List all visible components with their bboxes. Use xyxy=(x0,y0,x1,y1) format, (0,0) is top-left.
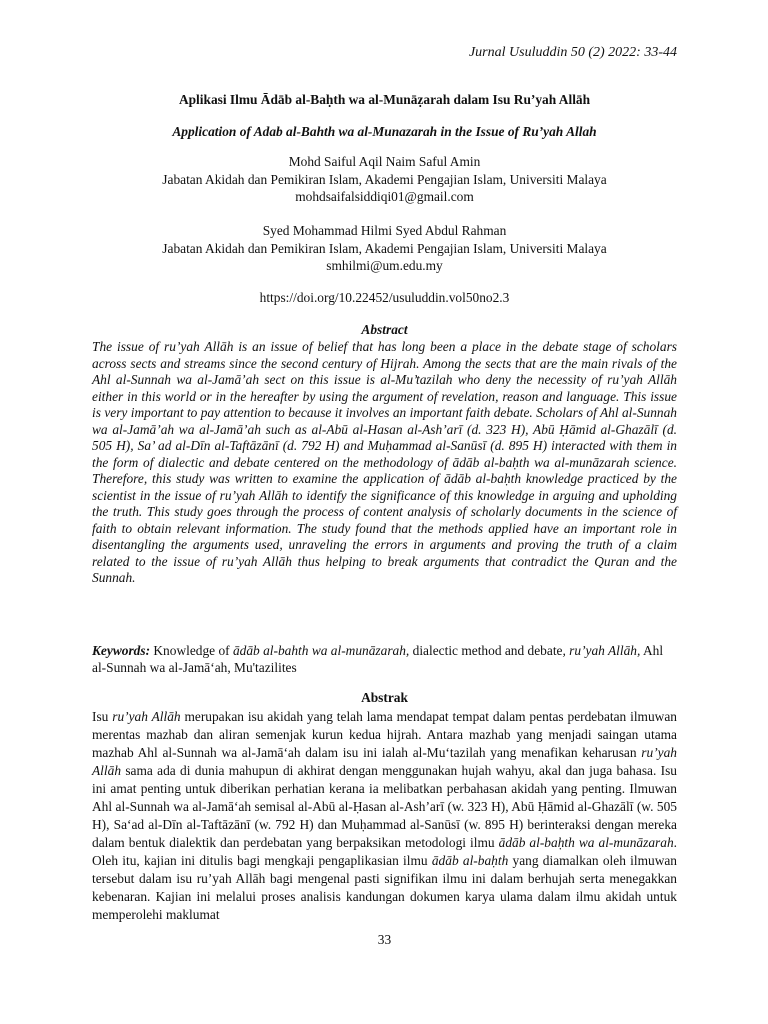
abstrak-segment: . Oleh itu, kajian ini ditulis bagi mengkaji pengaplikasian ilmu xyxy=(92,835,677,868)
abstrak-heading: Abstrak xyxy=(361,690,408,705)
author-block-2 xyxy=(92,222,677,275)
abstrak-segment: ādāb al-baḥth wa al-munāzarah xyxy=(498,835,674,850)
page-number: 33 xyxy=(377,932,392,947)
paper-page xyxy=(92,0,677,1024)
author-email[interactable]: smhilmi@um.edu.my xyxy=(326,258,443,273)
abstrak-segment: merupakan isu akidah yang telah lama mendapat tempat dalam pentas perdebatan ilmuwan merentas mazhab dan aliran semenjak kurun kedua hijrah. Antara mazhab yang menjadi saingan utama mazhab Ahl al-Sunnah wa al-Jamā‘ah dalam isu ini ialah al-Mu‘tazilah yang menafikan keharusan xyxy=(92,709,677,760)
author-name: Mohd Saiful Aqil Naim Saful Amin xyxy=(288,154,481,169)
author-affiliation: Jabatan Akidah dan Pemikiran Islam, Akademi Pengajian Islam, Universiti Malaya xyxy=(162,240,607,256)
abstrak-segment: sama ada di dunia mahupun di akhirat dengan menggunakan hujah wahyu, akal dan juga bahasa. Isu ini amat penting untuk diberikan perhatian kerana ia melibatkan perbahasan akidah yang penting. Ilmuwan Ahl al-Sunnah wa al-Jamā‘ah semisal al-Abū al-Ḥasan al-Ash’arī (w. 323 H), Abū Ḥāmid al-Ghazālī (w. 505 H), Sa‘ad al-Dīn al-Taftāzānī (w. 792 H) dan Muḥammad al-Sanūsī (w. 895 H) berinteraksi dengan mereka dalam bentuk dialektik dan perdebatan yang berpaksikan metodologi ilmu xyxy=(92,763,677,850)
keywords-text: ādāb al-bahth wa al-munāzarah, xyxy=(232,643,410,658)
abstrak-segment: ru’yah Allāh xyxy=(92,745,677,778)
abstrak-segment: Isu xyxy=(92,709,113,724)
paper-title: Aplikasi Ilmu Ādāb al-Baḥth wa al-Munāẓarah dalam Isu Ru’yah Allāh xyxy=(178,92,591,107)
abstrak-segment: yang diamalkan oleh ilmuwan tersebut dalam isu ru’yah Allāh bagi mengenal pasti signifikan ilmu ini dalam berhujah serta menegakkan kebenaran. Kajian ini melalui proses analisis kandungan dokumen karya ulama dalam ilmu akidah untuk memperolehi maklumat xyxy=(92,853,678,922)
keywords-text: dialectic method and debate xyxy=(409,643,563,658)
paper-subtitle: Application of Adab al-Bahth wa al-Munazarah in the Issue of Ru’yah Allah xyxy=(172,124,597,139)
author-block-1 xyxy=(92,153,677,206)
keywords-label: Keywords: xyxy=(92,643,151,658)
journal-header: Jurnal Usuluddin 50 (2) 2022: 33-44 xyxy=(468,45,677,60)
abstract-text: The issue of ru’yah Allāh is an issue of belief that has long been a place in the debate stage of scholars across sects and streams since the second century of Hijrah. Among the sects that are the main rivals of the Ahl al-Sunnah wa al-Jamā’ah sect on this issue is al-Mu’tazilah who deny the necessity of ru’yah Allāh either in this world or in the hereafter by using the argument of revelation, reason and language. This issue is very important to pay attention to because it involves an important faith debate. Scholars of Ahl al-Sunnah wa al-Jamā’ah wa al-Jamā’ah such as al-Abū al-Hasan al-Ash’arī (d. 323 H), Abū Ḥāmid al-Ghazālī (d. 505 H), Sa’ ad al-Dīn al-Taftāzānī (d. 792 H) and Muḥammad al-Sanūsī (d. 895 H) interacted with them in the form of dialectic and debate centered on the methodology of ādāb al-baḥth wa al-munāzarah science. Therefore, this study was written to examine the application of ādāb al-baḥth knowledge practiced by the scientist in the issue of ru’yah Allāh to identify the significance of this knowledge in arguing and upholding the truth. This study goes through the process of content analysis of scholarly documents in the science of faith to obtain relevant information. The study found that the methods applied have an important role in disentangling the arguments used, unraveling the errors in arguments and proving the truth of a claim related to the issue of ru’yah Allāh thus helping to break arguments that contradict the Quran and the Sunnah. xyxy=(92,339,677,585)
keywords xyxy=(92,642,677,676)
author-affiliation: Jabatan Akidah dan Pemikiran Islam, Akademi Pengajian Islam, Universiti Malaya xyxy=(162,171,607,187)
abstract-heading: Abstract xyxy=(361,322,408,337)
abstrak-text xyxy=(92,708,677,924)
abstrak-segment: ru’yah Allāh xyxy=(112,709,181,724)
abstrak-segment: ādāb al-baḥth xyxy=(431,853,509,868)
keywords-text: , ru’yah Allāh, xyxy=(562,643,641,658)
author-email[interactable]: mohdsaifalsiddiqi01@gmail.com xyxy=(295,189,474,204)
author-name: Syed Mohammad Hilmi Syed Abdul Rahman xyxy=(262,223,507,238)
doi-link[interactable]: https://doi.org/10.22452/usuluddin.vol50no2.3 xyxy=(259,290,510,305)
keywords-text: Knowledge of xyxy=(150,643,233,658)
keywords-text: Ahl al-Sunnah wa al-Jamā‘ah, Mu'tazilites xyxy=(92,643,664,675)
